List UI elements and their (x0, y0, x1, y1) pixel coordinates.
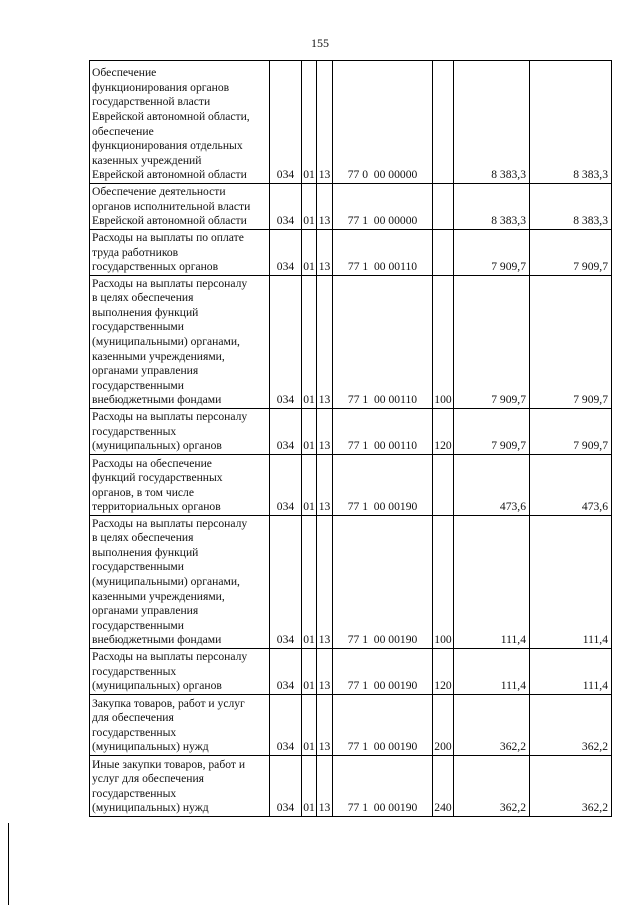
row-amount-1: 111,4 (454, 649, 530, 695)
row-subsection-code: 13 (317, 756, 333, 817)
row-expense-type (433, 184, 454, 230)
row-amount-2: 111,4 (530, 516, 612, 649)
row-amount-2: 8 383,3 (530, 61, 612, 184)
row-section-code: 01 (302, 649, 317, 695)
row-name: Расходы на обеспечение функций государственных органов, в том числе территориальных органов (90, 455, 270, 516)
row-target-article: 77 1 00 00110 (333, 409, 433, 455)
table-row (90, 455, 612, 516)
row-expense-type: 120 (433, 649, 454, 695)
row-amount-2: 473,6 (530, 455, 612, 516)
row-ministry-code: 034 (270, 695, 302, 756)
budget-table (89, 60, 612, 817)
row-section-code: 01 (302, 61, 317, 184)
row-subsection-code: 13 (317, 184, 333, 230)
row-expense-type (433, 61, 454, 184)
row-section-code: 01 (302, 516, 317, 649)
row-section-code: 01 (302, 230, 317, 276)
row-ministry-code: 034 (270, 409, 302, 455)
row-section-code: 01 (302, 276, 317, 409)
row-ministry-code: 034 (270, 61, 302, 184)
row-target-article: 77 1 00 00110 (333, 276, 433, 409)
row-amount-1: 111,4 (454, 516, 530, 649)
row-ministry-code: 034 (270, 276, 302, 409)
row-amount-1: 362,2 (454, 695, 530, 756)
row-amount-2: 7 909,7 (530, 409, 612, 455)
row-subsection-code: 13 (317, 276, 333, 409)
table-row (90, 230, 612, 276)
table-row (90, 184, 612, 230)
row-name: Расходы на выплаты персоналу в целях обеспечения выполнения функций государственными (муниципальными) органами, казенными учреждениями, органами управления государственными внебюджетными фондами (90, 516, 270, 649)
table-row (90, 516, 612, 649)
table-row (90, 409, 612, 455)
table-row (90, 756, 612, 817)
row-target-article: 77 1 00 00000 (333, 184, 433, 230)
row-expense-type (433, 455, 454, 516)
row-expense-type: 100 (433, 276, 454, 409)
row-section-code: 01 (302, 756, 317, 817)
row-section-code: 01 (302, 409, 317, 455)
row-expense-type: 100 (433, 516, 454, 649)
row-target-article: 77 1 00 00190 (333, 455, 433, 516)
row-expense-type: 240 (433, 756, 454, 817)
row-amount-1: 473,6 (454, 455, 530, 516)
row-ministry-code: 034 (270, 184, 302, 230)
row-name: Расходы на выплаты по оплате труда работников государственных органов (90, 230, 270, 276)
row-ministry-code: 034 (270, 230, 302, 276)
row-section-code: 01 (302, 695, 317, 756)
row-target-article: 77 0 00 00000 (333, 61, 433, 184)
row-target-article: 77 1 00 00190 (333, 649, 433, 695)
row-subsection-code: 13 (317, 230, 333, 276)
row-amount-2: 7 909,7 (530, 230, 612, 276)
row-name: Расходы на выплаты персоналу государственных (муниципальных) органов (90, 409, 270, 455)
row-subsection-code: 13 (317, 695, 333, 756)
margin-line (8, 823, 9, 905)
row-name: Обеспечение деятельности органов исполнительной власти Еврейской автономной области (90, 184, 270, 230)
row-amount-1: 8 383,3 (454, 61, 530, 184)
table-row (90, 649, 612, 695)
row-ministry-code: 034 (270, 649, 302, 695)
row-amount-2: 362,2 (530, 695, 612, 756)
table-row (90, 695, 612, 756)
row-subsection-code: 13 (317, 409, 333, 455)
table-row (90, 61, 612, 184)
page-number: 155 (311, 36, 329, 50)
row-section-code: 01 (302, 455, 317, 516)
row-subsection-code: 13 (317, 455, 333, 516)
row-section-code: 01 (302, 184, 317, 230)
row-name: Расходы на выплаты персоналу в целях обеспечения выполнения функций государственными (муниципальными) органами, казенными учреждениями, органами управления государственными внебюджетными фондами (90, 276, 270, 409)
row-target-article: 77 1 00 00190 (333, 695, 433, 756)
row-amount-1: 7 909,7 (454, 276, 530, 409)
row-subsection-code: 13 (317, 61, 333, 184)
row-amount-1: 7 909,7 (454, 230, 530, 276)
row-name: Иные закупки товаров, работ и услуг для обеспечения государственных (муниципальных) нужд (90, 756, 270, 817)
row-amount-1: 8 383,3 (454, 184, 530, 230)
row-amount-2: 8 383,3 (530, 184, 612, 230)
row-target-article: 77 1 00 00190 (333, 756, 433, 817)
row-ministry-code: 034 (270, 516, 302, 649)
row-expense-type: 120 (433, 409, 454, 455)
row-name: Закупка товаров, работ и услуг для обеспечения государственных (муниципальных) нужд (90, 695, 270, 756)
row-expense-type (433, 230, 454, 276)
row-amount-1: 362,2 (454, 756, 530, 817)
row-expense-type: 200 (433, 695, 454, 756)
row-target-article: 77 1 00 00190 (333, 516, 433, 649)
row-ministry-code: 034 (270, 756, 302, 817)
row-amount-2: 111,4 (530, 649, 612, 695)
row-amount-1: 7 909,7 (454, 409, 530, 455)
table-row (90, 276, 612, 409)
row-amount-2: 7 909,7 (530, 276, 612, 409)
row-name: Расходы на выплаты персоналу государственных (муниципальных) органов (90, 649, 270, 695)
row-amount-2: 362,2 (530, 756, 612, 817)
row-subsection-code: 13 (317, 649, 333, 695)
row-ministry-code: 034 (270, 455, 302, 516)
row-name: Обеспечение функционирования органов государственной власти Еврейской автономной области, обеспечение функционирования отдельных казенных учреждений Еврейской автономной области (90, 61, 270, 184)
row-target-article: 77 1 00 00110 (333, 230, 433, 276)
row-subsection-code: 13 (317, 516, 333, 649)
